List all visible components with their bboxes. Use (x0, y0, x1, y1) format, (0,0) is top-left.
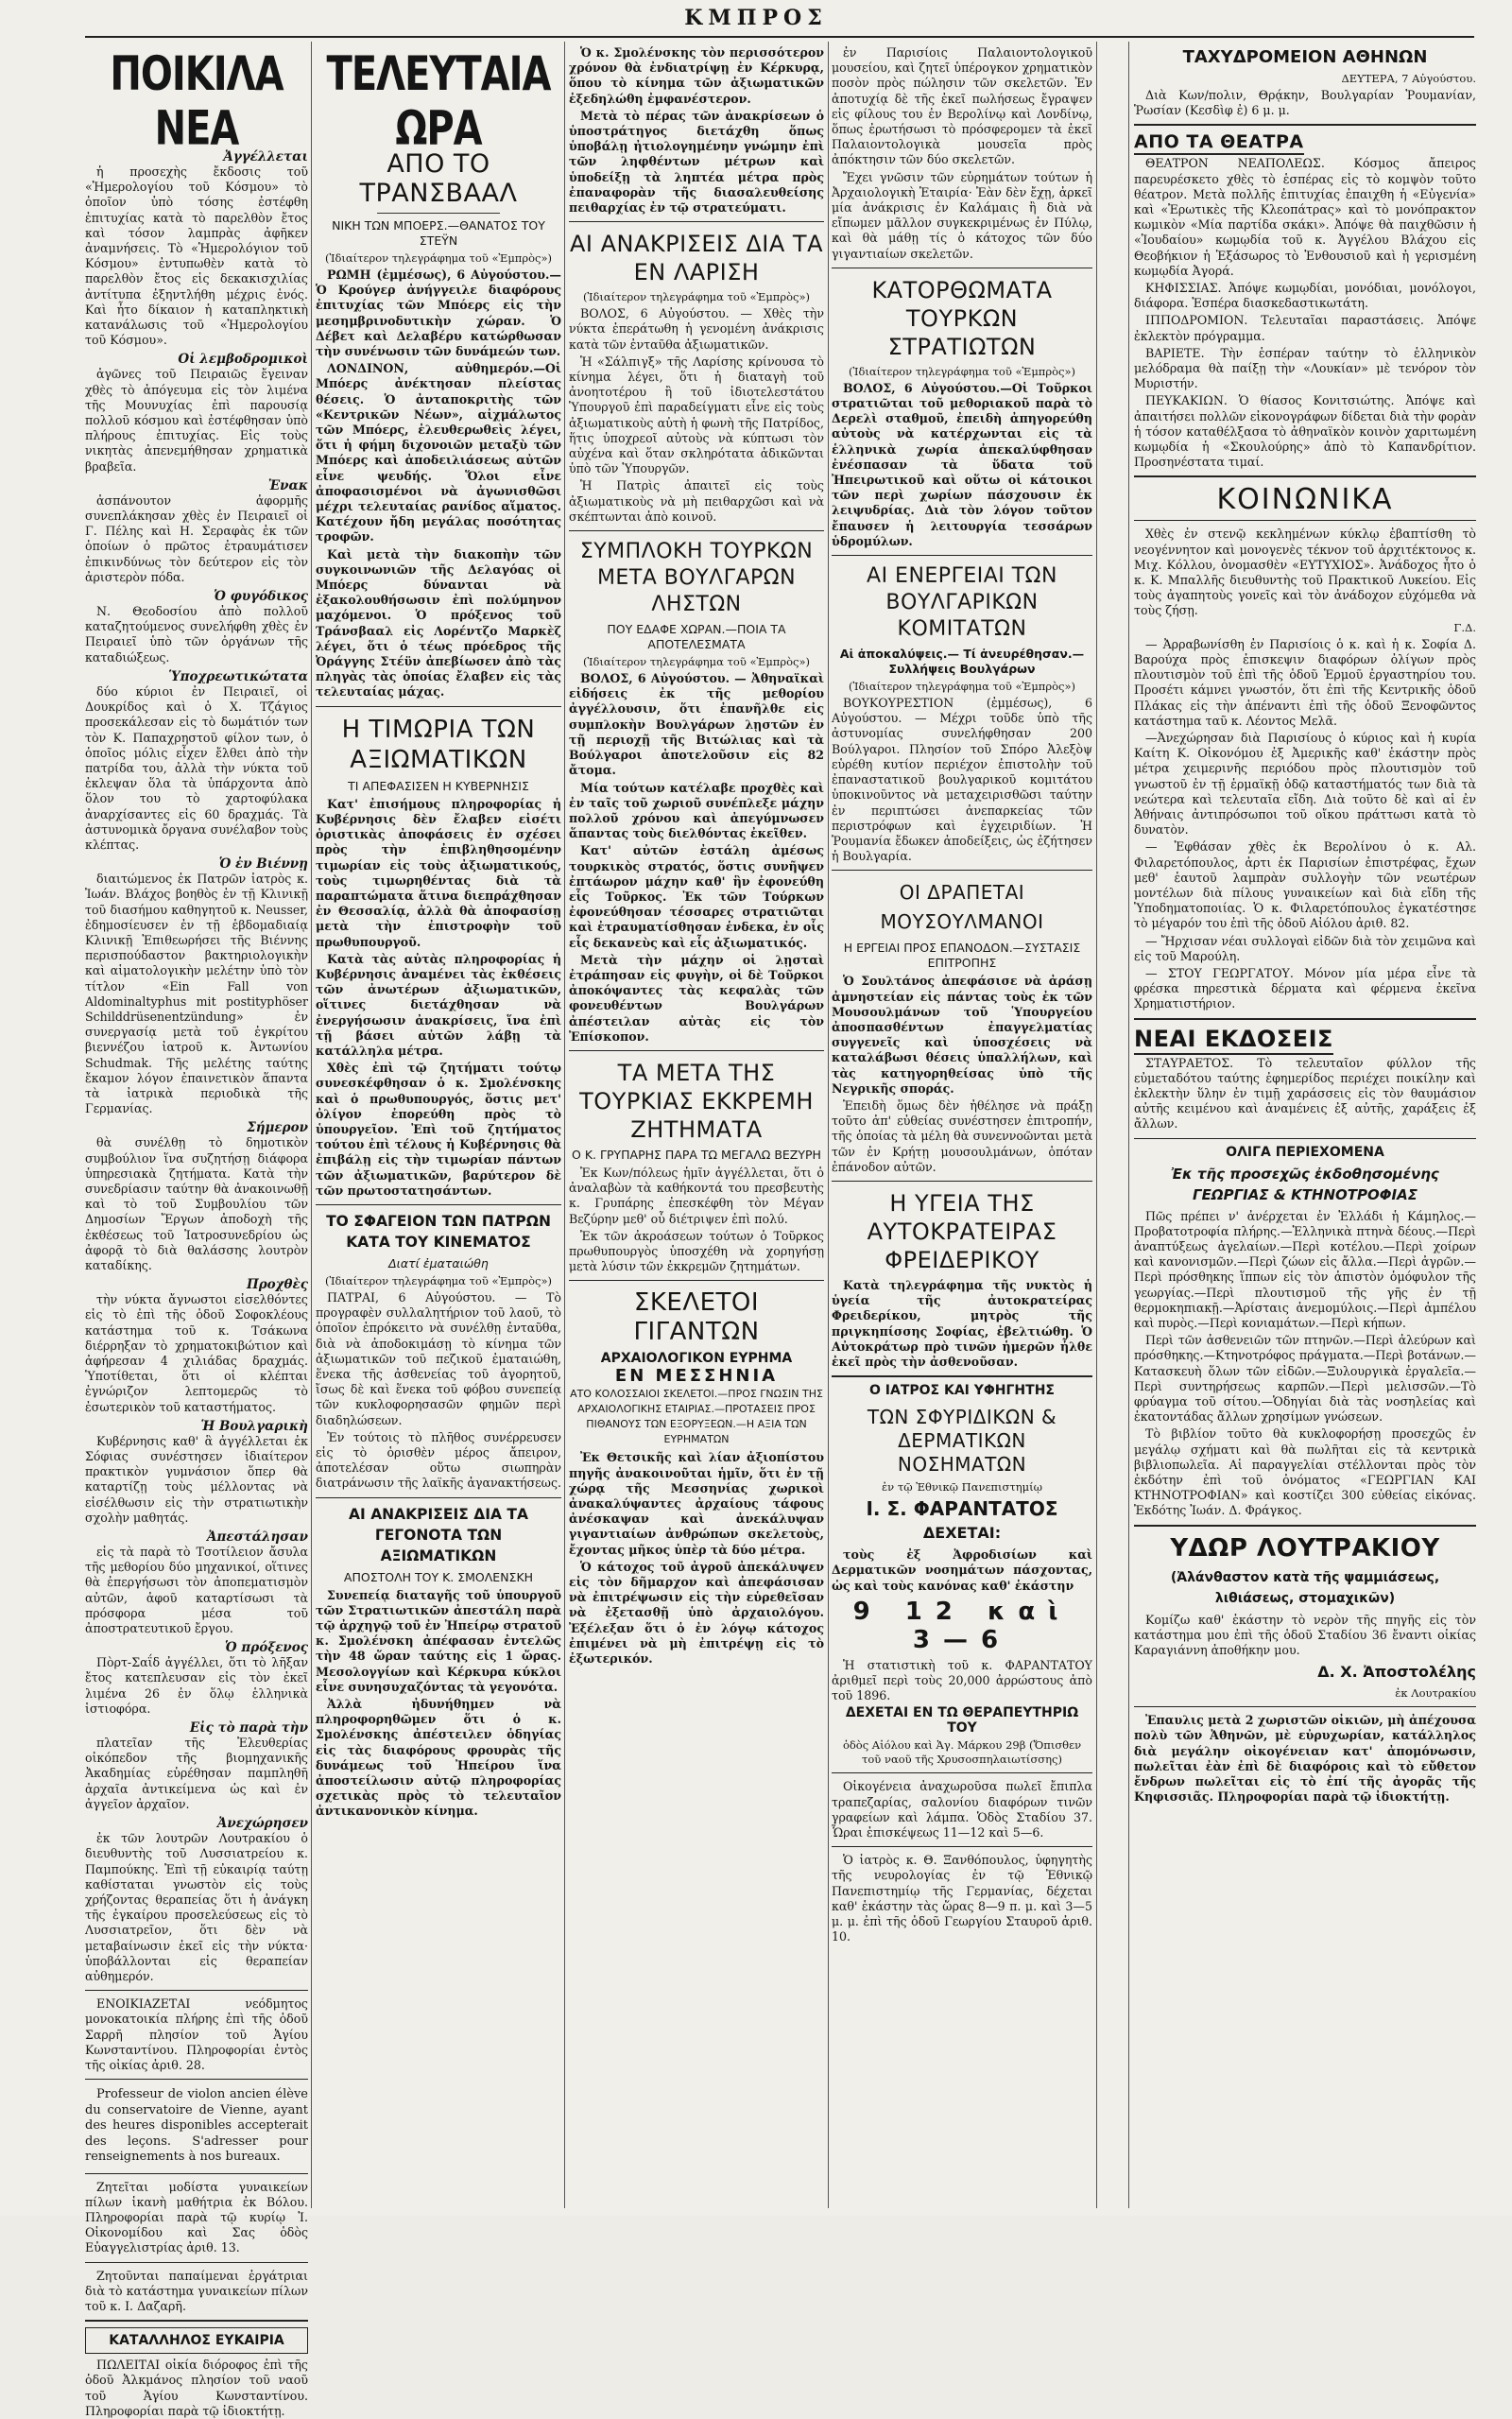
divider (832, 1375, 1092, 1377)
masthead-title: ΚΜΠΡΟΣ (684, 6, 828, 30)
lead-2: Οἱ λεμβοδρομικοὶ (178, 352, 308, 368)
news-paragraph: Ὁ κάτοχος τοῦ ἀγροῦ ἀπεκάλυψεν εἰς τὸν δῆμαρχον καὶ ἀπεφάσισαν νὰ ἐπιτρέψωσιν εἰς τὴν εὑρεθεῖσαν νὰ ἐξετασθῇ ὑπὸ ἀρχαιολόγου. Ἐξέλεξαν ὅτι ὁ ἐν λόγῳ κάτοχος ἐπιμένει νὰ μὴ ἐπιτρέψῃ εἰς τὸ ἐξωτερικόν. (569, 1559, 824, 1667)
telegram-source: (Ἰδιαίτερον τηλεγράφημα τοῦ «Ἐμπρὸς») (582, 655, 811, 669)
opportunity-text: ΠΩΛΕΙΤΑΙ οἰκία διόροφος ἐπὶ τῆς ὁδοῦ Ἀλκμάνος πλησίον τοῦ ναοῦ τοῦ Ἁγίου Κωνσταντίνου. Πληροφορίαι παρὰ τῷ ἰδιοκτήτῃ. (85, 2358, 308, 2418)
social-signature: Γ.Δ. (1453, 620, 1476, 634)
column-2 (316, 42, 561, 2208)
divider (85, 2173, 308, 2174)
news-paragraph: διαιτώμενος ἐκ Πατρῶν ἰατρὸς κ. Ἰωάν. Βλάχος βοηθὸς ἐν τῇ Κλινικῇ τοῦ διασήμου καθηγητοῦ κ. Neusser, ἐδημοσίευσεν ἐν τῇ ἑβδομαδιαίᾳ Κλινικῇ Ἐπιθεωρήσει τῆς Βιέννης περισπούδαστον βακτηριολογικὴν καὶ αἱματολογικὴν μελέτην ὑπὸ τὸν τίτλον «Ein Fall von Aldominaltyphus mit postityphöser Schilddrüsenentzündung» ἐν συνεργασίᾳ μετὰ τοῦ ἐγκρίτου βιεννέζου ἰατροῦ κ. Ἀντωνίου Schudmak. Τῆς μελέτης ταύτης ἔκαμον λόγον ἐπαινετικὸν ἅπαντα τὰ ἰατρικὰ περιοδικὰ τῆς Γερμανίας. (85, 872, 308, 1116)
ad-receives: ΔΕΧΕΤΑΙ: (922, 1524, 1002, 1543)
news-paragraph: Ἐν τούτοις τὸ πλῆθος συνέρρευσεν εἰς τὸ ὁρισθὲν μέρος ἄπειρον, ἀποτελέσαν οὕτω σιωπηρὰν διατράνωσιν τῆς λαϊκῆς ἀγανακτήσεως. (316, 1429, 562, 1491)
divider (832, 1181, 1092, 1182)
theatres-heading-text: ΑΠΟ ΤΑ ΘΕΑΤΡΑ (1134, 131, 1304, 155)
news-paragraph: Ὁ κ. Σμολένσκης τὸν περισσότερον χρόνον θὰ ἐνδιατρίψῃ ἐν Κέρκυρᾳ, ὅπου τὸ κίνημα τῶν ἀξιωματικῶν ἐξεδηλώθη ἐμφανέστερον. (569, 45, 824, 106)
ad-line: ἐν τῷ Ἐθνικῷ Πανεπιστημίῳ (882, 1480, 1042, 1495)
loutraki-paragraph: Κομίζω καθ' ἑκάστην τὸ νερὸν τῆς πηγῆς εἰς τὸν κατάστημα μου ἐπὶ τῆς ὁδοῦ Σταδίου 36 ἔναντι οἰκίας Καραγιάννη ἀποθήκην μου. (1134, 1612, 1476, 1658)
ad-hours: 9 12 καὶ 3—6 (852, 1597, 1072, 1654)
lead-13: Ἀνεχώρησεν (216, 1816, 308, 1832)
telegram-source: (Ἰδιαίτερον τηλεγράφημα τοῦ «Ἐμπρὸς») (324, 251, 553, 265)
divider (1134, 1706, 1476, 1707)
divider (1134, 124, 1476, 126)
divider (316, 706, 561, 707)
column-3 (569, 42, 824, 2208)
news-paragraph: ΒΟΛΟΣ, 6 Αὐγούστου.—Οἱ Τοῦρκοι στρατιῶται τοῦ μεθοριακοῦ παρὰ τὸ Δερελὶ σταθμοῦ, ἐπειδὴ ἀπηγορεύθη αὐτοὺς νὰ κατέρχωνται εἰς τὰ ἑλληνικὰ χωρία ἀπεκαλύφθησαν ἐνέσπασαν τὰ ὕδατα τοῦ Ἠπειρωτικοῦ καὶ οὕτω οἱ κάτοικοι τῶν περὶ χωρίων πάσχουσιν ἐκ λειψυδρίας. Διὰ τὸν λόγον τοῦτον ἔπαυσεν ἡ λειτουργία τεσσάρων ὑδρομύλων. (832, 380, 1092, 548)
contents-heading: ΟΛΙΓΑ ΠΕΡΙΕΧΟΜΕΝΑ (1226, 1144, 1384, 1160)
divider (832, 870, 1092, 871)
column-divider (564, 42, 565, 2208)
lead-12: Εἰς τὸ παρὰ τὴν (189, 1720, 308, 1736)
divider (569, 530, 824, 531)
news-paragraph: ΠΑΤΡΑΙ, 6 Αὐγούστου. — Τὸ προγραφὲν συλλαλητήριον τοῦ λαοῦ, τὸ ὁποῖον ἐπρόκειτο νὰ συνέλθῃ ἐνταῦθα, διὰ νὰ ἀποδοκιμάσῃ τὸ κίνημα τῶν ἀξιωματικῶν τοῦ πεζικοῦ ἐματαιώθη, ἕνεκα τῆς ἀσθενείας τοῦ ἀγορητοῦ, ἴσως δὲ καὶ ἕνεκα τοῦ φόβου συνεπείᾳ τῶν κυκλοφορησασῶν φημῶν περὶ διαδηλώσεων. (316, 1289, 561, 1427)
section-heading: ΣΥΜΠΛΟΚΗ ΤΟΥΡΚΩΝ ΜΕΤΑ ΒΟΥΛΓΑΡΩΝ ΛΗΣΤΩΝ (579, 540, 814, 617)
lead-11: Ὁ πρόξενος (225, 1640, 308, 1656)
news-paragraph: Μετὰ τὸ πέρας τῶν ἀνακρίσεων ὁ ὑποστράτηγος διετάχθη ὅπως ὑποβάλῃ ἠτιολογημένην γνώμην ἐπὶ τῶν ληφθέντων μέτρων καὶ ὑποδείξῃ τὰ ληπτέα μέτρα πρὸς ἐπαναφορὰν τῆς διασαλευθείσης πειθαρχίας ἐν τῷ στρατεύματι. (569, 108, 824, 216)
french-notice: Professeur de violon ancien élève du conservatoire de Vienne, ayant des heures disponibles accepterait des leçons. S'adresser pour renseignements à nos bureaux. (85, 2087, 308, 2165)
divider (832, 555, 1092, 556)
doctor-notice: Ὁ ἰατρὸς κ. Θ. Ξανθόπουλος, ὑφηγητὴς τῆς νευρολογίας ἐν τῷ Ἐθνικῷ Πανεπιστημίῳ τῆς Γερμανίας, δέχεται καθ' ἑκάστην τὰς ὥρας 8—9 π. μ. καὶ 3—5 μ. μ. ἐπὶ τῆς ὁδοῦ Γεωργίου Σταυροῦ ἀριθ. 10. (832, 1853, 1092, 1944)
divider (1134, 520, 1476, 521)
editions-paragraph: ΣΤΑΥΡΑΕΤΟΣ. Τὸ τελευταῖον φύλλον τῆς εὐμεταδότου ταύτης ἐφημερίδος περιέχει ποικίλην καὶ ἐκλεκτὴν ὕλην ἐν τιμῇ χαράσσεις εἰς τὸν θαυμάσιον αὐτῆς κειμένου καὶ ἀναμένεις ἐξ αὐτῆς, χαράξεις ἐξ ἄλλων. (1134, 1055, 1476, 1132)
news-paragraph: ΒΟΛΟΣ, 6 Αὐγούστου. — Χθὲς τὴν νύκτα ἐπεράτωθη ἡ γενομένη ἀνάκρισις κατὰ τῶν ἐνταῦθα ἀξιωματικῶν. (569, 306, 824, 352)
post-office-heading: ΤΑΧΥΔΡΟΜΕΙΟΝ ΑΘΗΝΩΝ (1182, 47, 1428, 67)
section-heading: Η ΥΓΕΙΑ ΤΗΣ ΑΥΤΟΚΡΑΤΕΙΡΑΣ ΦΡΕΙΔΕΡΙΚΟΥ (867, 1189, 1057, 1273)
loutraki-signature-place: ἐκ Λουτρακίου (1395, 1686, 1476, 1701)
news-paragraph: ἐκ τῶν λουτρῶν Λουτρακίου ὁ διευθυντὴς τοῦ Λυσσιατρείου κ. Παμπούκης. Ἐπὶ τῇ εὐκαιρίᾳ ταύτῃ καθίσταται γνωστὸν εἰς τοὺς χρήζοντας θεραπείας ὅτι ἡ ἀνάγκη τῆς ἐγκαίρου προσελεύσεως εἰς τὸ Λυσσιατρεῖον, ὅτι δὲν νὰ μεταβαίνωσιν ἐκεῖ εἰς τὴν νύκτα· ὑποβάλλονται εἰς θεραπείαν αὐθημερόν. (85, 1831, 308, 1983)
ad-heading: ΤΩΝ ΣΦΥΡΙΔΙΚΩΝ & ΔΕΡΜΑΤΙΚΩΝ ΝΟΣΗΜΑΤΩΝ (867, 1406, 1057, 1477)
news-paragraph: ΛΟΝΔΙΝΟΝ, αὐθημερόν.—Οἱ Μπόερς ἀνέκτησαν πλείστας θέσεις. Ὁ ἀνταποκριτὴς τῶν «Κεντρικῶν Νέων», αἰχμάλωτος τῶν Μπόερς, ἐλευθερωθεὶς λέγει, ὅτι ἡ φήμη διχονοιῶν μεταξὺ τῶν Μπόερς καὶ ἀποδειλιάσεως αὐτῶν εἶνε ψευδής. Ὅλοι εἶνε ἀποφασισμένοι νὰ ἀγωνισθῶσι μέχρι τελευταίας ρανίδος αἵματος. Κατέχουν ἤδη μεγάλας ποσότητας τροφῶν. (316, 361, 561, 544)
section-subheading: Η ΕΡΓΕΙΑΙ ΠΡΟΣ ΕΠΑΝΟΔΟΝ.—ΣΥΣΤΑΣΙΣ ΕΠΙΤΡΟΠΗΣ (843, 941, 1081, 971)
section-subheading: ΕΝ ΜΕΣΣΗΝΙΑ (614, 1366, 779, 1387)
workers-notice: Ζητοῦνται παπαίμεναι ἐργάτριαι διὰ τὸ κατάστημα γυναικείων πίλων τοῦ κ. Ι. Δαζαρῆ. (85, 2268, 308, 2314)
news-paragraph: Ἀλλὰ ἠδυνήθημεν νὰ πληροφορηθῶμεν ὅτι ὁ κ. Σμολένσκης ἀπέστειλεν ὁδηγίας εἰς τὰς διαφόρους φρουρὰς τῆς δυνάμεως τοῦ Ἠπείρου ἵνα ἀποστείλωσιν αὐτῷ πληροφορίας σχετικὰς πρὸς τὸ τελευταῖον ἀντικανονικὸν κίνημα. (316, 1697, 561, 1819)
theatres-heading (1134, 131, 1476, 152)
section-heading: ΤΟ ΣΦΑΓΕΙΟΝ ΤΩΝ ΠΑΤΡΩΝ ΚΑΤΑ ΤΟΥ ΚΙΝΕΜΑΤΟΣ (326, 1212, 551, 1251)
news-paragraph: Ἐκ Κων/πόλεως ἡμῖν ἀγγέλλεται, ὅτι ὁ ἀναλαβὼν τὰ καθήκοντά του πρεσβευτὴς κ. Γρυπάρης ἐπεσκέφθη τὸν Μέγαν Βεζύρην μεθ' οὗ διέτριψεν ἐπὶ πολύ. (569, 1165, 824, 1226)
opportunity-heading: ΚΑΤΑΛΛΗΛΟΣ ΕΥΚΑΙΡΙΑ (85, 2327, 308, 2354)
section-subheading: ΑΠΟΣΤΟΛΗ ΤΟΥ Κ. ΣΜΟΛΕΝΣΚΗ (343, 1569, 534, 1584)
news-paragraph: Μετὰ τὴν μάχην οἱ λῃσταὶ ἐτράπησαν εἰς φυγὴν, οἱ δὲ Τοῦρκοι ἀποκόψαντες τὰς κεφαλὰς τῶν φονευθέντων Βουλγάρων ἀπέστειλαν αὐτὰς εἰς τὸν Ἐπίσκοπον. (569, 952, 824, 1044)
ad-line: ὁδὸς Αἰόλου καὶ Ἁγ. Μάρκου 29β (Ὄπισθεν τοῦ ναοῦ τῆς Χρυσοσπηλαιωτίσσης) (842, 1738, 1082, 1767)
social-paragraph: — Ἤρχισαν νέαι συλλογαὶ εἰδῶν διὰ τὸν χειμῶνα καὶ εἰς τοῦ Μαρούλη. (1134, 933, 1476, 963)
news-paragraph: Ἡ «Σάλπιγξ» τῆς Λαρίσης κρίνουσα τὸ κίνημα λέγει, ὅτι ἡ διαταγὴ τοῦ ἀνοητοτέρου ἢ τοῦ ἰδιοτελεστάτου Ὑπουργοῦ ἐπὶ παραδείγματι εἶνε εἰς τοὺς ἀξιωματικοὺς αὐτὴ ἡ φωνὴ τῆς Πατρίδος, ἥτις ὑποχρεοῖ αὐτοὺς νὰ κύπτωσι τὸν αὐχένα καὶ ὅταν σκληρότατα ἀδικῶνται ὑπὸ τῶν Ὑπουργῶν. (569, 354, 824, 476)
news-paragraph: εἰς τὰ παρὰ τὸ Τσοτίλειον ἄσυλα τῆς μεθορίου δύο μηχανικοί, οἵτινες θὰ ἐπεργήσωσι τὸν ἀποπεματισμὸν αὐτῶν, ἀφοῦ καταρτίσωσι τὰ πρόσφορα μέσα τοῦ ἀποστρατευτικοῦ ἔργου. (85, 1545, 308, 1636)
villa-notice: Ἐπαυλις μετὰ 2 χωριστῶν οἰκιῶν, μὴ ἀπέχουσα πολὺ τῶν Ἀθηνῶν, μὲ εὐρυχωρίαν, κατάλληλος διὰ μεγάλην οἰκογένειαν κατ' ἀπομόνωσιν, πωλεῖται ἐὰν ἐπὶ δὲ διαφόροις καὶ τὸ εὔθετον ἔνδρων πωλεῖται εἰς τὸ ἐπί τῆς ἀγορᾶς τῆς Κηφισσιᾶς. Πληροφορίαι παρὰ τῷ ἰδιοκτήτῃ. (1134, 1713, 1476, 1805)
telegram-source: (Ἰδιαίτερον τηλεγράφημα τοῦ «Ἐμπρὸς») (848, 364, 1076, 378)
section-subheading: ΑΡΧΑΙΟΛΟΓΙΚΟΝ ΕΥΡΗΜΑ (600, 1351, 793, 1367)
news-paragraph: Ἐκ τῶν ἀκροάσεων τούτων ὁ Τοῦρκος πρωθυπουργὸς ὑποσχέθη νὰ χορηγήσῃ μετὰ λύσιν τῶν ἐκκρεμῶν ζητημάτων. (569, 1228, 824, 1274)
divider (832, 1772, 1092, 1773)
section-subheading: ΤΙ ΑΠΕΦΑΣΙΣΕΝ Η ΚΥΒΕΡΝΗΣΙΣ (348, 778, 529, 793)
theatre-paragraph: ΒΑΡΙΕΤΕ. Τὴν ἑσπέραν ταύτην τὸ ἑλληνικὸν μελόδραμα θὰ παίξῃ τὴν «Λουκίαν» μὲ τενόρον τὸν Μυριστήν. (1134, 345, 1476, 391)
section-heading: ΑΙ ΕΝΕΡΓΕΙΑΙ ΤΩΝ ΒΟΥΛΓΑΡΙΚΩΝ ΚΟΜΙΤΑΤΩΝ (867, 564, 1057, 642)
news-paragraph: Καὶ μετὰ τὴν διακοπὴν τῶν συγκοινωνιῶν τῆς Δελαγόας οἱ Μπόερς δύνανται νὰ ἐξακολουθήσωσιν ἐπὶ πολύμηνον μαχόμενοι. Ὁ πρόξενος τοῦ Τράνσβααλ εἰς Λορέντζο Μαρκὲζ λέγει, ὅτι ὁ τέως πρόεδρος τῆς Ὀράγγης Στέϋν ἀπεβίωσεν ἀπὸ τὰς πληγὰς τὰς ὁποίας ἔλαβεν εἰς τὰς τελευταίας μάχας. (316, 546, 561, 700)
section-heading: ΟΙ ΔΡΑΠΕΤΑΙ ΜΟΥΣΟΥΛΜΑΝΟΙ (880, 881, 1044, 934)
new-editions-heading (1134, 1026, 1476, 1052)
news-paragraph: Κυβέρνησις καθ' ἃ ἀγγέλλεται ἐκ Σόφιας συνέστησεν ἰδιαίτερον πρακτικὸν γυμνάσιον ὅπερ θὰ καταρτίζῃ τοὺς μέλλοντας νὰ εἰσέλθωσιν εἰς τὴν στρατιωτικὴν σχολὴν μαθητάς. (85, 1433, 308, 1525)
section-heading: ΑΙ ΑΝΑΚΡΙΣΕΙΣ ΔΙΑ ΤΑ ΓΕΓΟΝΟΤΑ ΤΩΝ ΑΞΙΩΜΑΤΙΚΩΝ (349, 1505, 528, 1564)
social-heading: ΚΟΙΝΩΝΙΚΑ (1216, 483, 1394, 517)
section-subheading: ΝΙΚΗ ΤΩΝ ΜΠΟΕΡΣ.—ΘΑΝΑΤΟΣ ΤΟΥ ΣΤΕΫΝ (332, 218, 545, 248)
lead-10: Ἀπεστάλησαν (207, 1529, 308, 1546)
divider (85, 2079, 308, 2080)
divider (316, 1497, 561, 1498)
telegram-source: (Ἰδιαίτερον τηλεγράφημα τοῦ «Ἐμπρὸς») (848, 680, 1076, 694)
news-paragraph: ΒΟΥΚΟΥΡΕΣΤΙΟΝ (ἐμμέσως), 6 Αὐγούστου. — Μέχρι τοῦδε ὑπὸ τῆς ἀστυνομίας συνελήφθησαν 200 Βούλγαροι. Πλησίον τοῦ Σπόρο Ἀλεξὸψ εὑρέθη κυτίον περιέχον ἐπιστολὴν τοῦ ἐπαναστατικοῦ βουλγαρικοῦ κομιτάτου ὑποκινοῦντος νὰ μεταχειρισθῶσι ταύτην ἐν περιπτώσει ἀνεπαρκείας τῶν περιστρόφων καὶ ἐγχειριδίων. Ἡ Ῥουμανία ἔδωκεν ἀποδείξεις, ὡς ἐζήτησεν ἡ Βουλγαρία. (832, 696, 1092, 864)
news-paragraph: Ν. Θεοδοσίου ἀπὸ πολλοῦ καταζητούμενος συνελήφθη χθὲς ἐν Πειραιεῖ ὑπὸ τῶν ὀργάνων τῆς καταδιώξεως. (85, 604, 308, 665)
news-paragraph: ΡΩΜΗ (ἐμμέσως), 6 Αὐγούστου.—Ὁ Κρούγερ ἀνήγγειλε διαφόρους ἐπιτυχίας τῶν Μπόερς εἰς τὴν μεσημβρινοδυτικὴν χώραν. Ὁ Δέβετ καὶ Δελαβέρυ κατώρθωσαν τὴν συνένωσιν τῶν δυνάμεών των. (316, 268, 561, 359)
section-heading: Η ΤΙΜΩΡΙΑ ΤΩΝ ΑΞΙΩΜΑΤΙΚΩΝ (341, 715, 536, 774)
news-paragraph: Κατ' ἐπισήμους πληροφορίας ἡ Κυβέρνησις δὲν ἔλαβεν εἰσέτι ὁριστικὰς ἀποφάσεις ἐν σχέσει πρὸς τὴν ἐπιβληθησομένην τιμωρίαν εἰς τοὺς ἀξιωματικούς, τοὺς τιμωρηθέντας διὰ τὰ παραπτώματα ἅτινα διεπράχθησαν ἐν Θεσσαλίᾳ, ἀλλὰ θὰ ἀποφασίσῃ μετὰ τὴν ἐπιστροφὴν τοῦ πρωθυπουργοῦ. (316, 796, 561, 949)
lead-6: Ὁ ἐν Βιέννῃ (218, 856, 308, 873)
section-subheading: Αἱ ἀποκαλύψεις.— Τί ἀνευρέθησαν.— Συλλήψεις Βουλγάρων (839, 647, 1085, 677)
social-paragraph: — Ἐφθάσαν χθὲς ἐκ Βερολίνου ὁ κ. Αλ. Φιλαρετόπουλος, ἀρτι ἐκ Παρισίων ἐπιστρέφας, ἔχων μεθ' ἑαυτοῦ λαμπρὰν συλλογὴν τῶν νεωτέρων μοντέλων διὰ πίλους γυναικείων καὶ διὰ εἴδη τῆς Ὑποδηματοποιίας. Ὁ κ. Φιλαρετόπουλος ἐγκατέστησε τὸ μέγαρόν του ἐπὶ τῆς ὁδοῦ Αἰόλου ἀριθ. 82. (1134, 839, 1476, 931)
divider (85, 1990, 308, 1991)
social-paragraph: — ΣΤΟΥ ΓΕΩΡΓΑΤΟΥ. Μόνον μία μέρα εἶνε τὰ φρέσκα πηρεστικὰ δέρματα καὶ φέρμενα ἐκεῖνα Χρηματιστήριον. (1134, 965, 1476, 1011)
post-office-date: ΔΕΥΤΕΡΑ, 7 Αὐγούστου. (1341, 72, 1476, 85)
divider (569, 1050, 824, 1051)
theatre-paragraph: ΠΕΥΚΑΚΙΩΝ. Ὁ θίασος Κονιτσιώτης. Ἀπόψε καὶ ἀπαιτήσει πολλῶν εἰκονογράφων δίδεται διὰ τὴν φορὰν ἡ τόσον καταθέλξασα τὸ ἀθηναϊκὸν κοινὸν χαριτωμένη κωμῳδία ἡ «Σκουλούρης» ἀπὸ τὸ Καπανδρίτιον. Προσηνέστατα τιμαί. (1134, 393, 1476, 470)
section-subheading: Ο Κ. ΓΡΥΠΑΡΗΣ ΠΑΡΑ ΤΩ ΜΕΓΑΛΩ ΒΕΖΥΡΗ (572, 1147, 821, 1162)
column-4 (832, 42, 1092, 2208)
ad-line: ΔΕΧΕΤΑΙ ΕΝ ΤΩ ΘΕΡΑΠΕΥΤΗΡΙΩ ΤΟΥ (845, 1705, 1079, 1736)
divider (316, 1204, 561, 1205)
news-paragraph: Ἔχει γνῶσιν τῶν εὑρημάτων τούτων ἡ Ἀρχαιολογικὴ Ἑταιρία· Ἐὰν δὲν ἔχῃ, ἀρκεῖ μία ἀνάκρισις ἐν Καλάμαις ἢ διὰ νὰ εἴπωμεν μᾶλλον συγκεκριμένως ἐν Πύλῳ, καὶ θὰ μάθῃ τίς ὁ κάτοχος τῶν δύο γιγαντιαίων σκελετῶν. (832, 169, 1092, 261)
column-divider (1096, 42, 1097, 2208)
news-paragraph: Πὸρτ-Σαΐδ ἀγγέλλει, ὅτι τὸ λῆξαν ἔτος κατεπλευσαν εἰς τὸν ἐκεῖ λιμένα 26 ἐν ὅλῳ ἑλληνικὰ ἱστιοφόρα. (85, 1655, 308, 1716)
divider (1134, 1525, 1476, 1527)
divider (569, 221, 824, 222)
news-paragraph: Κατὰ τὰς αὐτὰς πληροφορίας ἡ Κυβέρνησις ἀναμένει τὰς ἐκθέσεις τῶν ἀνωτέρων ἀξιωματικῶν, οἵτινες διετάχθησαν νὰ ἐνεργήσωσιν ἀνακρίσεις, ἵνα ἐπὶ τῇ βάσει αὐτῶν λάβῃ τὰ κατάλληλα μέτρα. (316, 951, 561, 1058)
news-paragraph: Χθὲς ἐπὶ τῷ ζητήματι τούτῳ συνεσκέφθησαν ὁ κ. Σμολένσκης καὶ ὁ πρωθυπουργός, ὅστις μετ' ὀλίγον ἐπορεύθη πρὸς τὸ ὑπουργεῖον. Ἐπὶ τοῦ ζητήματος τούτου ἐπὶ τέλους ἡ Κυβέρνησις θὰ ἐπιβάλῃ εἰς τὴν τιμωρίαν πάντων τῶν ἀξιωματικῶν, βαρύτερον δὲ τῶν πρωτοστατησάντων. (316, 1061, 561, 1198)
rent-notice: ΕΝΟΙΚΙΑΖΕΤΑΙ νεόδμητος μονοκατοικία πλήρης ἐπὶ τῆς ὁδοῦ Σαρρῆ πλησίον τοῦ Ἀγίου Κωνσταντίνου. Πληροφορίαι ἐντὸς τῆς οἰκίας ἀριθ. 28. (85, 1996, 308, 2072)
news-paragraph: τὴν νύκτα ἄγνωστοι εἰσελθόντες εἰς τὸ ἐπὶ τῆς ὁδοῦ Σοφοκλέους κατάστημα τοῦ κ. Τσάκωνα διέρρηξαν τὸ χρηματοκιβώτιον καὶ ἀφήρεσαν 4 χιλιάδας δραχμάς. Ὑποτίθεται, ὅτι οἱ κλέπται ἐγνώριζον λεπτομερῶς τὸ ἐσωτερικὸν τοῦ καταστήματος. (85, 1292, 308, 1414)
social-paragraph: Χθὲς ἐν στενῷ κεκλημένων κύκλῳ ἐβαπτίσθη τὸ νεογέννητον καὶ μονογενὲς τέκνον τοῦ ἀρχιτέκτονος κ. Μιχ. Κόλλου, ὀνομασθὲν «ΕΥΤΥΧΙΟΣ». Ἀνάδοχος ἦτο ὁ κ. Κ. Μπαλλῆς διευθυντὴς τοῦ Πρακτικοῦ Λυκείου. Εἰς τοὺς ἀγαπητοὺς γονεῖς καὶ τὸν ἀνάδοχον εὐχόμεθα νὰ τοὺς ζήσῃ. (1134, 527, 1476, 618)
column-divider (311, 42, 312, 2208)
news-paragraph: Ἡ Πατρὶς ἀπαιτεῖ εἰς τοὺς ἀξιωματικοὺς νὰ μὴ πειθαρχῶσι καὶ νὰ σκέπτωνται ἀπὸ κοινοῦ. (569, 478, 824, 524)
theatre-paragraph: ΙΠΠΟΔΡΟΜΙΟΝ. Τελευταῖαι παραστάσεις. Ἀπόψε ἐκλεκτὸν πρόγραμμα. (1134, 313, 1476, 343)
section-subheading: Διατί ἐματαιώθη (388, 1255, 489, 1270)
lead-5: Ὑποχρεωτικώτατα (168, 668, 308, 684)
lead-9: Ἡ Βουλγαρικὴ (200, 1418, 308, 1434)
news-paragraph: πλατεῖαν τῆς Ἐλευθερίας οἰκόπεδον τῆς βιομηχανικῆς Ἀκαδημίας εὑρέθησαν παμπληθῆ ἀρχαῖα ἀντικείμενα ὡς καὶ ἐν ἀγγεῖον ἀρχαῖον. (85, 1736, 308, 1811)
news-paragraph: ΒΟΛΟΣ, 6 Αὐγούστου. — Ἀθηναϊκαὶ εἰδήσεις ἐκ τῆς μεθορίου ἀγγέλλουσιν, ὅτι ἐπανῆλθε εἰς συμπλοκὴν Βουλγάρων λῃστῶν ἐν τῇ περιοχῇ τῆς Βιτώλιας καὶ τὰ Βούλγαροι ἀποτελοῦσιν εἰς 82 ἄτομα. (569, 671, 824, 778)
divider (85, 2262, 308, 2263)
section-subheading: ΑΤΟ ΚΟΛΟΣΣΑΙΟΙ ΣΚΕΛΕΤΟΙ.—ΠΡΟΣ ΓΝΩΣΙΝ ΤΗΣ ΑΡΧΑΙΟΛΟΓΙΚΗΣ ΕΤΑΙΡΙΑΣ.—ΠΡΟΤΑΣΕΙΣ ΠΡΟΣ ΠΙΘΑΝΟΥΣ ΤΩΝ ΕΞΟΡΥΞΕΩΝ.—Η ΑΞΙΑ ΤΩΝ ΕΥΡΗΜΑΤΩΝ (570, 1388, 823, 1446)
column-5 (1134, 42, 1476, 2208)
loutraki-signature: Δ. Χ. Ἀποστολέλης (1317, 1663, 1476, 1682)
section-heading: ΚΑΤΟΡΘΩΜΑΤΑ ΤΟΥΡΚΩΝ ΣΤΡΑΤΙΩΤΩΝ (871, 276, 1053, 360)
telegram-source: (Ἰδιαίτερον τηλεγράφημα τοῦ «Ἐμπρὸς») (582, 290, 811, 304)
column-divider (828, 42, 829, 2208)
post-office-text: Διὰ Κων/πολιν, Θρᾴκην, Βουλγαρίαν Ῥουμανίαν, Ῥωσίαν (Κεσδὶφ ἐ) 6 μ. μ. (1134, 88, 1476, 118)
news-paragraph: Ὁ Σουλτάνος ἀπεφάσισε νὰ ἀράσῃ ἀμνηστείαν εἰς πάντας τοὺς ἐκ τῶν Μουσουλμάνων τοῦ Ὑπουργείου ἀποσπασθέντων ἐπαγγελματίας συγγενεῖς καὶ ὑποσχέσεις νὰ καταλάβωσι θέσεις ὑπαλλήλων, καὶ τὰς κατηγορηθείσας ὑπὸ τῆς Νεγρικῆς σποράς. (832, 974, 1092, 1096)
furniture-notice: Οἰκογένεια ἀναχωροῦσα πωλεῖ ἔπιπλα τραπεζαρίας, σαλονίου διαφόρων τινῶν γραφείων καὶ λάμπα. Ὁδὸς Σταδίου 37. Ὧραι ἐπισκέψεως 11—12 καὶ 5—6. (832, 1779, 1092, 1840)
new-editions-heading-text: ΝΕΑΙ ΕΚΔΟΣΕΙΣ (1134, 1026, 1333, 1055)
divider (85, 2320, 308, 2322)
last-hour-heading: ΤΕΛΕΥΤΑΙΑ ΩΡΑ (326, 47, 551, 156)
section-heading: ΑΠΟ ΤΟ ΤΡΑΝΣΒΑΑΛ (359, 149, 518, 208)
section-subheading: ΠΟΥ ΕΔΑΦΕ ΧΩΡΑΝ.—ΠΟΙΑ ΤΑ ΑΠΟΤΕΛΕΣΜΑΤΑ (607, 622, 786, 652)
doctor-name: Ι. Σ. ΦΑΡΑΝΤΑΤΟΣ (866, 1497, 1058, 1521)
ad-heading: Ο ΙΑΤΡΟΣ ΚΑΙ ΥΦΗΓΗΤΗΣ (869, 1383, 1055, 1399)
contents-subheading: Ἐκ τῆς προσεχῶς ἐκδοθησομένης ΓΕΩΡΓΙΑΣ & ΚΤΗΝΟΤΡΟΦΙΑΣ (1171, 1165, 1439, 1203)
news-paragraph: Κατὰ τηλεγράφημα τῆς νυκτὸς ἡ ὑγεία τῆς ἀυτοκρατείρας Φρειδερίκου, μητρὸς τῆς πριγκηπίσσης Σοφίας, ἐβελτιώθη. Ὁ Αὐτοκράτωρ πρὸ τινῶν ἡμερῶν ἦλθε ἐκεῖ πρὸς τὴν ἀσθενοῦσαν. (832, 1277, 1092, 1369)
news-paragraph: θὰ συνέλθῃ τὸ δημοτικὸν συμβούλιον ἵνα συζητήσῃ διάφορα ὑπηρεσιακὰ ζητήματα. Κατὰ τὴν συνεδρίασιν ταύτην θὰ ἀνακοινωθῇ καὶ τὸ τοῦ Συμβουλίου τῶν Δημοσίων Ἔργων ἀποδοχὴ τῆς ἐκθέσεως τοῦ Ἰατροσυνεδρίου ὡς ἀφορᾷ τὸ διὰ θαλάσσης λουτρὸν καταδίκης. (85, 1135, 308, 1272)
section-heading: ΤΑ ΜΕΤΑ ΤΗΣ ΤΟΥΡΚΙΑΣ ΕΚΚΡΕΜΗ ΖΗΤΗΜΑΤΑ (579, 1059, 814, 1143)
contents-paragraph: Πῶς πρέπει ν' ἀνέρχεται ἐν Ἑλλάδι ἡ Κάμηλος.—Προβατοτροφία πλήρης.—Ἑλληνικὰ πτηνὰ δέους.—Περὶ ἀναπτύξεως ἀγελαίων.—Περὶ κοτέλου.—Περὶ χοίρων καὶ κανονισμῶν.—Περὶ ζώων εἰς ἄλλα.—Περὶ ἀγρῶν.—Περὶ πρόσθηκης ἵππων εἰς τὸν ἀπιστὸν ὁμόφυλον τῆς γεωργίας.—Περὶ πλουτισμοῦ τῆς γῆς ἐν τῇ θερμοκηπιακῇ.—Ἀρίσταις ἀνεμομύλοις.—Περὶ ἀμπέλου καὶ πυρὸς.—Περὶ κονιαμάτων.—Περὶ κήπων. (1134, 1208, 1476, 1330)
column-divider (1128, 42, 1129, 2208)
social-paragraph: —Ἀνεχώρησαν διὰ Παρισίους ὁ κύριος καὶ ἡ κυρία Καίτη Κ. Οἰκονόμου ἐξ Ἀμερικῆς καθ' ἑκάστην πρὸς μέτρα χειμερινῆς περιόδου πρὸς πλουτισμὸν τοῦ γνωστοῦ ἐν τῇ ἑρμαϊκῇ ὁδῷ καταστήματός των διὰ τὰ νεώτερα καὶ τελευταῖα εἴδη. Διὰ τοῦτο δὲ καὶ αἱ ἐν Ἀθήναις ἀντιπρόσωποι τοῦ οἴκου πράττωσι κατὰ τὸ δυνατὸν. (1134, 730, 1476, 838)
section-heading: ΑΙ ΑΝΑΚΡΙΣΕΙΣ ΔΙΑ ΤΑ ΕΝ ΛΑΡΙΣΗ (569, 231, 824, 286)
ad-line: Ἡ στατιστικὴ τοῦ κ. ΦΑΡΑΝΤΑΤΟΥ ἀριθμεῖ περὶ τοὺς 20,000 ἀρρώστους ἀπὸ τοῦ 1896. (832, 1657, 1092, 1703)
social-paragraph: — Ἀρραβωνίσθη ἐν Παρισίοις ὁ κ. καὶ ἡ κ. Σοφία Δ. Βαρούχα πρὸς ἐπισκεψιν διαφόρων ὀλίγων πρὸς πλουτισμὸν τοῦ ἐπὶ τῆς ὁδοῦ Ἑρμοῦ ἐργαστηρίου του. Προσέτι κάμνει γνωστόν, ὅτι ἐπὶ τῆς Κεντρικῆς ὁδοῦ Πλάκας εἰς τὴν ἀπέναντι ἐπὶ τῆς ὁδοῦ Ξενοφῶντος κατάστημα ταῦ κ. Λέοντος Μελᾶ. (1134, 636, 1476, 728)
divider (1134, 475, 1476, 477)
contents-paragraph: Τὸ βιβλίον τοῦτο θὰ κυκλοφορήσῃ προσεχῶς ἐν μεγάλῳ σχήματι καὶ θὰ πωλῆται εἰς τὰ κεντρικὰ βιβλιοπωλεῖα. Αἱ παραγγελίαι στέλλονται πρὸς τὸν ἐκδότην ἐπὶ τοῦ ὀνόματος «ΓΕΩΡΓΙΑΝ ΚΑΙ ΚΤΗΝΟΤΡΟΦΙΑΝ» καὶ κοστίζει 300 εὐθείας εἰκόνας. Ἐκδότης Ἰωάν. Δ. Φράγκος. (1134, 1426, 1476, 1518)
divider (832, 1846, 1092, 1847)
news-paragraph: ἡ προσεχὴς ἔκδοσις τοῦ «Ἡμερολογίου τοῦ Κόσμου» τὸ ὁποῖον ὑπὸ τόσης ἐστέφθη ἐπιτυχίας κατὰ τὸ παρελθὸν ἔτος καὶ τόσον λαμπρὰς ἀφῆκεν ἀναμνήσεις. Τὸ «Ἡμερολόγιον τοῦ Κόσμου» ἐντυπωθὲν κατὰ τὸ παρελθὸν ἔτος εἰς δεκακισχιλίας ἀντίτυπα ἐξηντλήθη μέχρις ἑνός. Καὶ ἦτο δίκαιον ἡ καταπληκτικὴ κατανάλωσις τοῦ «Ἡμερολογίου τοῦ Κόσμου». (85, 164, 308, 348)
lead-3: Ἐνακ (267, 477, 308, 493)
theatre-paragraph: ΘΕΑΤΡΟΝ ΝΕΑΠΟΛΕΩΣ. Κόσμος ἄπειρος παρευρέσκετο χθὲς τὸ ἑσπέρας εἰς τὸ κομψὸν τοῦτο θέατρον. Μετὰ πολλῆς ἐπιτυχίας ἐπαιχθη ἡ «Εὐγενία» καὶ «Ἐρωτικὲς τῆς Κλεοπάτρας» καὶ τὸ μονόπρακτον κωμικὸν «Μία παρτίδα σκάκι». Ἀπόψε θὰ παιχθῶσιν ἡ «Ἰουδαίου» κωμῳδία τοῦ κ. Ἀγγέλου Βλάχου εἰς Θεοβήκιον ἡ Ἐξάσωρος τὸ Ἐνθουσιοῦ καὶ ἡ γερισμένη κωμῳδία Ἀγορά. (1134, 156, 1476, 278)
milliner-notice: Ζητεῖται μοδίστα γυναικείων πίλων ἱκανὴ μαθήτρια ἐκ Βόλου. Πληροφορίαι παρὰ τῷ κυρίῳ Ἰ. Οἰκονομίδου καὶ Σας ὁδὸς Εὐαγγελιστρίας ἀριθ. 13. (85, 2179, 308, 2255)
divider (1134, 1018, 1476, 1020)
lead-7: Σήμερον (247, 1120, 308, 1136)
news-heading: ΠΟΙΚΙΛΑ ΝΕΑ (110, 47, 284, 156)
news-paragraph: Ἐπειδὴ ὅμως δὲν ἠθέλησε νὰ πράξῃ τοῦτο ἀπ' εὐθείας συνέστησεν ἐπιτροπήν, τῆς ὁποίας τὰ μέλη θὰ συνεννοῶνται μετὰ τῶν ἐν Κρήτῃ μουσουλμάνων, ὁπόταν ἐπάνοδον αὐτῶν. (832, 1097, 1092, 1174)
lead-4: Ὁ φυγόδικος (214, 589, 308, 605)
divider (1134, 1138, 1476, 1139)
theatre-paragraph: ΚΗΦΙΣΣΙΑΣ. Ἀπόψε κωμῳδίαι, μονόδιαι, μονόλογοι, διάφορα. Ἑσπέρα διασκεδαστικωτάτη. (1134, 281, 1476, 311)
lead-8: Προχθὲς (246, 1277, 308, 1293)
news-paragraph: Μία τούτων κατέλαβε προχθὲς καὶ ἐν ταῖς τοῦ χωριοῦ συνέπλεξε μάχην πολλοῦ χρόνου καὶ ἀπεγύμνωσεν ἅπαντας τοὺς διελθόντας ἐκεῖθεν. (569, 780, 824, 841)
column-1 (85, 42, 308, 2418)
news-paragraph: Συνεπείᾳ διαταγῆς τοῦ ὑπουργοῦ τῶν Στρατιωτικῶν ἀπεστάλη παρὰ τῷ ἀρχηγῷ τοῦ ἐν Ἠπείρῳ στρατοῦ κ. Σμολένσκη ἀπέφασαν ἐντελῶς τὴν 48 ὥραν ταύτης εἰς 1 ὥρας. Μεσολογγίων καὶ Κέρκυρα κύκλοι εἶνε συνησυχαζόντας τὰ γεγονότα. (316, 1587, 561, 1694)
top-rule (85, 36, 1474, 38)
lead-1: Ἀγγέλλεται (223, 149, 308, 164)
telegram-source: (Ἰδιαίτερον τηλεγράφημα τοῦ «Ἐμπρὸς») (324, 1273, 553, 1287)
loutraki-water-heading: ΥΔΩΡ ΛΟΥΤΡΑΚΙΟΥ (1170, 1533, 1440, 1563)
news-paragraph: Κατ' αὐτῶν ἐστάλη ἀμέσως τουρκικὸς στρατός, ὅστις συνῆψεν ἐπτάωρον μάχην καθ' ἣν ἐφονεύθη εἷς Τοῦρκος. Ἐκ τῶν Τούρκων ἐφονεύθησαν τέσσαρες στρατιῶται καὶ ἐτραυματίσθησαν ἑνδεκα, ἐν οἷς εἷς δεκανεὺς καὶ εἷς ἀξιωματικός. (569, 843, 824, 950)
section-heading: ΣΚΕΛΕΤΟΙ ΓΙΓΑΝΤΩΝ (633, 1288, 760, 1347)
news-paragraph: δύο κύριοι ἐν Πειραιεῖ, οἱ Δουκρίδος καὶ ὁ Χ. Τζάγιος προσεκάλεσαν εἰς τὸ δωμάτιόν των τὸν Κ. Παπαχρηστοῦ φίλον των, ὁ ὁποῖος μόλις εἶχεν ἔλθει ἀπὸ τὴν πατρίδα του, ἀλλὰ τὴν νύκτα τοῦ ἐκλεψαν ὅλα τὰ ὑπάρχοντα ἀπὸ ὅλον του τὸ χαρτοφύλακα ἀναρχίσαντες εἰς 60 δραχμάς. Τὰ ἀστυνομικὰ ὄργανα συνέλαβον τοὺς κλέπτας. (85, 683, 308, 852)
divider (569, 1280, 824, 1281)
loutraki-water-subheading: (Ἀλάνθαστον κατὰ τῆς ψαμμιάσεως, λιθιάσεως, στομαχικῶν) (1170, 1569, 1440, 1606)
rule (377, 213, 500, 214)
news-paragraph: ἀσπάνουτον ἀφορμῆς συνεπλάκησαν χθὲς ἐν Πειραιεῖ οἱ Γ. Πέλης καὶ Η. Σεραφὰς ἐκ τῶν ὁποίων ὁ πρῶτος ἐτραυμάτισεν ἐπικινδύνως τὸν δεύτερον εἰς τὸν ἀριστερὸν πόδα. (85, 492, 308, 584)
contents-paragraph: Περὶ τῶν ἀσθενειῶν τῶν πτηνῶν.—Περὶ ἀλεύρων καὶ πρόσθηκης.—Κτηνοτρόφος πράγματα.—Περὶ βοτάνων.—Κατασκευὴ ὅλων τῶν εἰδῶν.—Ξυλουργικὰ ἐργαλεῖα.—Περὶ συντηρήσεως καρπῶν.—Περὶ μελισσῶν.—Τὸ φρύαγμα τοῦ σίτου.—Ὁδηγίαι διὰ τὰς νοσηλείας καὶ ἑκατοντάδας ἄλλων χρησίμων γνώσεων. (1134, 1333, 1476, 1425)
news-paragraph: Ἐκ Θετσικῆς καὶ λίαν ἀξιοπίστου πηγῆς ἀνακοινοῦται ἡμῖν, ὅτι ἐν τῇ χώρᾳ τῆς Μεσσηνίας χωρικοὶ ἀνακαλύψαντες ἀρχαίους τάφους ἀνέσκαψαν καὶ ἀνεκάλυψαν γιγαντιαίων ἀνθρώπων σκελετοὺς, ἔχοντας μῆκος ὑπὲρ τὰ δύο μέτρα. (569, 1450, 824, 1557)
news-paragraph: ἐν Παρισίοις Παλαιοντολογικοῦ μουσείου, καὶ ζητεῖ ὑπέρογκον χρηματικὸν ποσὸν πρὸς πώλησιν τῶν σκελετῶν. Ἐν ἀποτυχίᾳ δὲ τῆς ἐκεῖ πωλήσεως ἔγραψεν εἰς φίλους του ἐν Βερολίνῳ καὶ Λονδίνῳ, ὅπως ἐρωτήσωσι τὸ πρόσφερομεν τὰ ἐκεῖ Παλαιοντολογικὰ μουσεῖα πρὸς ἀπόκτησιν τῶν δύο σκελετῶν. (832, 45, 1092, 167)
news-paragraph: ἀγῶνες τοῦ Πειραιῶς ἔγειναν χθὲς τὸ ἀπόγευμα εἰς τὸν λιμένα τῆς Μουνυχίας ἐπὶ παρουσίᾳ πολλοῦ κόσμου καὶ ἐστέφθησαν ὑπὸ πλήρους ἐπιτυχίας. Εἰς τοὺς νικητὰς ἀπενεμήθησαν χρηματικὰ βραβεῖα. (85, 367, 308, 474)
ad-line: τοὺς ἐξ Ἀφροδισίων καὶ Δερματικῶν νοσημάτων πάσχοντας, ὡς καὶ τοὺς κανόνας καθ' ἑκάστην (832, 1547, 1092, 1593)
